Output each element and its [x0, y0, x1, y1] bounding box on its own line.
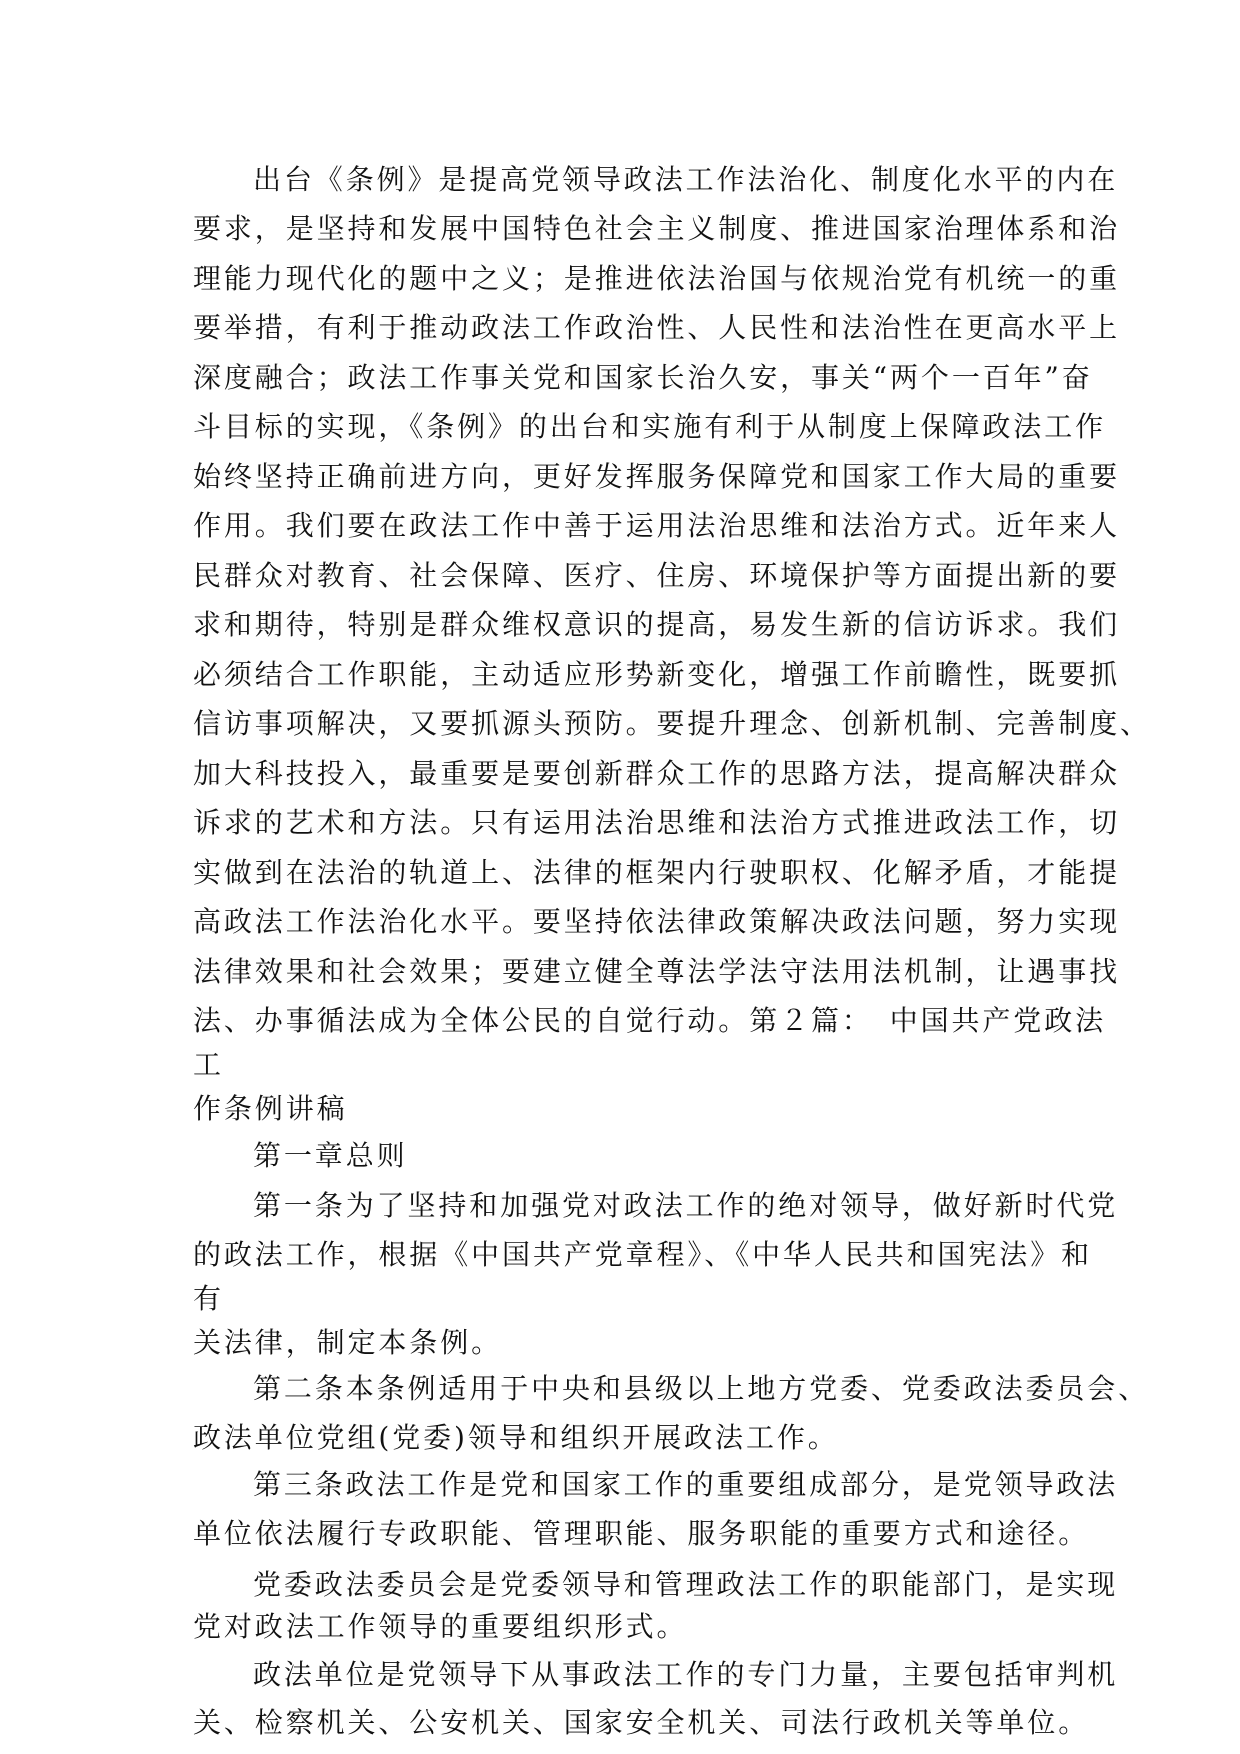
- text-line: 关法律，制定本条例。: [193, 1326, 503, 1359]
- text-line: 民群众对教育、社会保障、医疗、住房、环境保护等方面提出新的要: [193, 559, 1121, 592]
- text-line: 单位依法履行专政职能、管理职能、服务职能的重要方式和途径。: [193, 1517, 1090, 1550]
- text-line: 求和期待，特别是群众维权意识的提高，易发生新的信访诉求。我们: [193, 608, 1121, 641]
- text-line: 信访事项解决，又要抓源头预防。要提升理念、创新机制、完善制度、: [193, 707, 1151, 740]
- text-line: 必须结合工作职能，主动适应形势新变化，增强工作前瞻性，既要抓: [193, 658, 1121, 691]
- text-line: 有: [193, 1282, 224, 1315]
- text-line: 党对政法工作领导的重要组织形式。: [193, 1610, 688, 1643]
- text-line: 深度融合；政法工作事关党和国家长治久安，事关“两个一百年”奋: [193, 361, 1093, 394]
- text-line: 要求，是坚持和发展中国特色社会主义制度、推进国家治理体系和治: [193, 212, 1121, 245]
- text-line: 关、检察机关、公安机关、国家安全机关、司法行政机关等单位。: [193, 1706, 1090, 1739]
- text-line: 党委政法委员会是党委领导和管理政法工作的职能部门，是实现: [253, 1568, 1119, 1601]
- text-line: 政法单位是党领导下从事政法工作的专门力量，主要包括审判机: [253, 1658, 1119, 1691]
- text-line: 作条例讲稿: [193, 1092, 348, 1125]
- text-line: 作用。我们要在政法工作中善于运用法治思维和法治方式。近年来人: [193, 509, 1121, 542]
- text-line: 工: [193, 1048, 224, 1081]
- text-line: 始终坚持正确前进方向，更好发挥服务保障党和国家工作大局的重要: [193, 460, 1121, 493]
- text-line: 斗目标的实现，《条例》的出台和实施有利于从制度上保障政法工作: [193, 410, 1107, 443]
- text-line: 第三条政法工作是党和国家工作的重要组成部分，是党领导政法: [253, 1468, 1119, 1501]
- text-line: 法、办事循法成为全体公民的自觉行动。第２篇： 中国共产党政法: [193, 1004, 1107, 1037]
- text-line: 法律效果和社会效果；要建立健全尊法学法守法用法机制，让遇事找: [193, 955, 1121, 988]
- chapter-heading: 第一章总则: [253, 1139, 408, 1172]
- text-line: 要举措，有利于推动政法工作政治性、人民性和法治性在更高水平上: [193, 311, 1121, 344]
- text-line: 加大科技投入，最重要是要创新群众工作的思路方法，提高解决群众: [193, 757, 1121, 790]
- text-line: 理能力现代化的题中之义；是推进依法治国与依规治党有机统一的重: [193, 262, 1121, 295]
- text-line: 政法单位党组(党委)领导和组织开展政法工作。: [193, 1421, 839, 1454]
- text-line: 出台《条例》是提高党领导政法工作法治化、制度化水平的内在: [253, 163, 1119, 196]
- text-line: 诉求的艺术和方法。只有运用法治思维和法治方式推进政法工作，切: [193, 806, 1121, 839]
- text-line: 第二条本条例适用于中央和县级以上地方党委、党委政法委员会、: [253, 1372, 1150, 1405]
- text-line: 高政法工作法治化水平。要坚持依法律政策解决政法问题，努力实现: [193, 905, 1121, 938]
- text-line: 的政法工作，根据《中国共产党章程》、《中华人民共和国宪法》和: [193, 1238, 1093, 1271]
- text-line: 实做到在法治的轨道上、法律的框架内行驶职权、化解矛盾，才能提: [193, 856, 1121, 889]
- text-line: 第一条为了坚持和加强党对政法工作的绝对领导，做好新时代党: [253, 1189, 1119, 1222]
